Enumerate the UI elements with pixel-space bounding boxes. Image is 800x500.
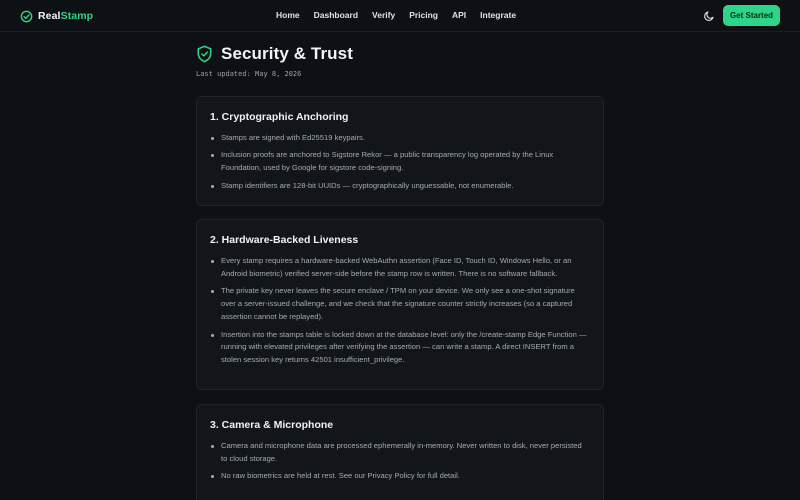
section-card-hardware-backed-liveness — [196, 219, 604, 390]
last-updated: Last updated: May 8, 2026 — [196, 70, 302, 78]
brand-logo[interactable] — [20, 8, 93, 24]
list-item: Inclusion proofs are anchored to Sigstore Rekor — a public transparency log operated by the Linux Foundation, used by Google for sigstore code-signing. — [210, 149, 589, 175]
list-item: Stamp identifiers are 128-bit UUIDs — cryptographically unguessable, not enumerable. — [210, 180, 589, 193]
list-item: Stamps are signed with Ed25519 keypairs. — [210, 132, 589, 145]
list-item: Insertion into the stamps table is locked down at the database level: only the /create-stamp Edge Function — running with elevated privileges after verifying the assertion — can write a stamp. A direct INSERT from a stolen session key returns 42501 insufficient_privilege. — [210, 329, 589, 368]
page-header — [196, 44, 353, 78]
nav-link-api[interactable]: API — [452, 10, 467, 20]
section-card-cryptographic-anchoring — [196, 96, 604, 206]
nav-link-pricing[interactable]: Pricing — [409, 10, 438, 20]
top-navbar — [0, 0, 800, 32]
moon-icon[interactable] — [703, 10, 715, 22]
brand-name-prefix: Real — [38, 10, 61, 22]
shield-check-icon — [196, 45, 213, 63]
list-item: Camera and microphone data are processed ephemerally in-memory. Never written to disk, never persisted to cloud storage. — [210, 440, 589, 466]
section-title: 2. Hardware-Backed Liveness — [210, 234, 359, 246]
section-title: 1. Cryptographic Anchoring — [210, 111, 349, 123]
section-title: 3. Camera & Microphone — [210, 419, 334, 431]
nav-link-home[interactable]: Home — [276, 10, 300, 20]
nav-links — [276, 10, 516, 20]
title-row — [196, 44, 353, 64]
get-started-button[interactable]: Get Started — [723, 5, 780, 26]
nav-link-verify[interactable]: Verify — [372, 10, 396, 20]
list-item: Every stamp requires a hardware-backed WebAuthn assertion (Face ID, Touch ID, Windows Hello, or an Android biometric) verified server-side before the stamp row is written. There is no software fallback. — [210, 255, 589, 281]
list-item: The private key never leaves the secure enclave / TPM on your device. We only see a one-shot signature over a server-issued challenge, and we check that the signature counter strictly increases (so a captured assertion cannot be replayed). — [210, 285, 589, 324]
list-item: No raw biometrics are held at rest. See our Privacy Policy for full detail. — [210, 470, 589, 483]
nav-link-integrate[interactable]: Integrate — [480, 10, 517, 20]
check-circle-icon — [20, 10, 33, 23]
page-title: Security & Trust — [221, 44, 353, 63]
brand-name-accent: Stamp — [60, 10, 94, 22]
section-card-camera-microphone — [196, 404, 604, 500]
section-list — [210, 132, 589, 193]
section-list — [210, 255, 589, 367]
section-list — [210, 440, 589, 483]
brand-name — [38, 10, 93, 22]
nav-link-dashboard[interactable]: Dashboard — [313, 10, 359, 20]
